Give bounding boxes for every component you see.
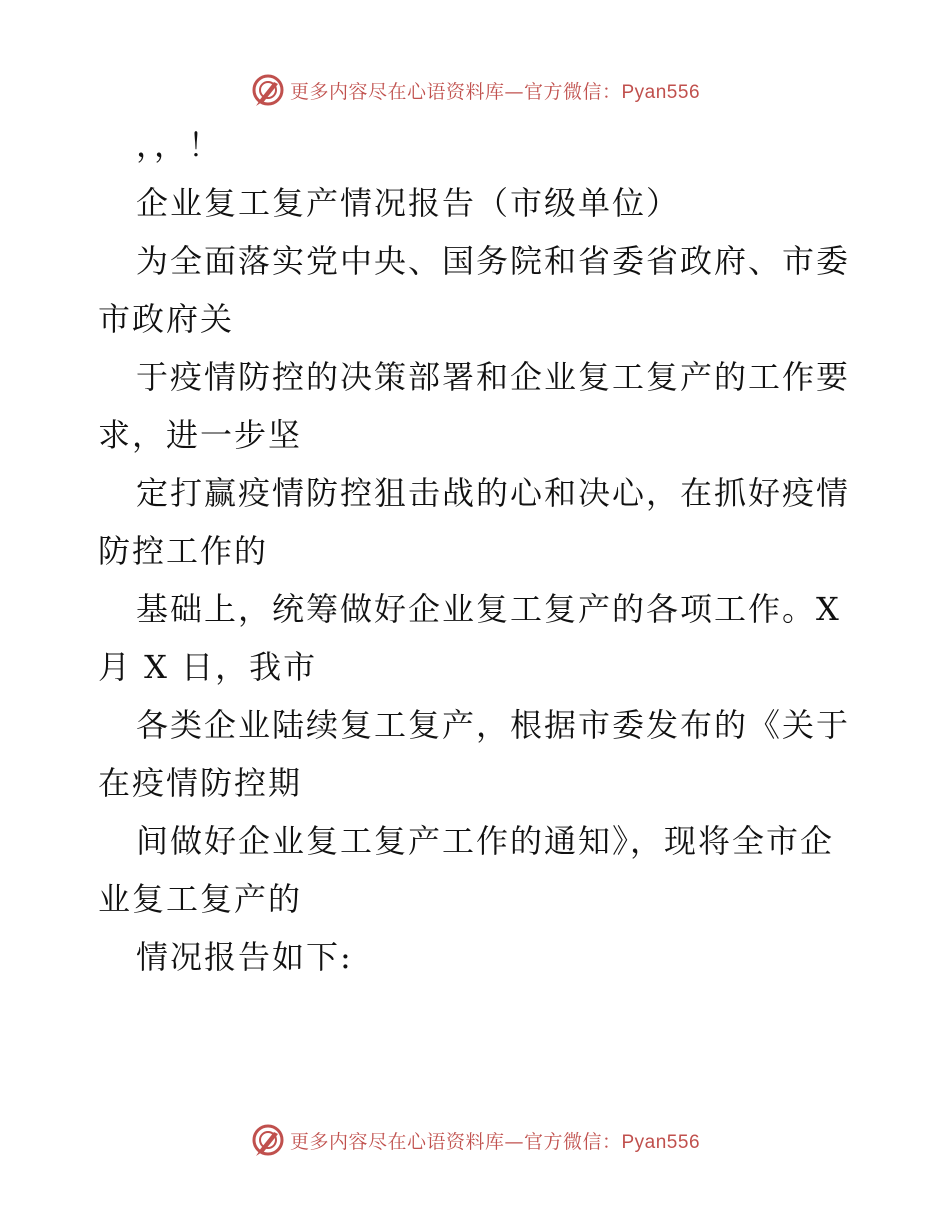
document-line: 定打赢疫情防控狙击战的心和决心，在抓好疫情 bbox=[136, 474, 851, 512]
document-line: 于疫情防控的决策部署和企业复工复产的工作要 bbox=[136, 358, 851, 396]
document-line: 月 X 日，我市 bbox=[98, 648, 318, 686]
watermark-sub-text: 官方微信： bbox=[523, 1130, 622, 1153]
watermark-id: Pyan556 bbox=[621, 81, 701, 103]
pen-logo-icon bbox=[250, 72, 286, 108]
document-line: 间做好企业复工复产工作的通知》，现将全市企 bbox=[136, 822, 835, 860]
document-line: 防控工作的 bbox=[98, 532, 269, 570]
watermark-main-text: 更多内容尽在心语资料库 bbox=[289, 80, 505, 103]
document-line: 基础上，统筹做好企业复工复产的各项工作。X bbox=[136, 590, 841, 628]
document-line: 为全面落实党中央、国务院和省委省政府、市委 bbox=[136, 242, 851, 280]
document-line: ，，！ bbox=[136, 126, 223, 164]
document-line: 情况报告如下: bbox=[136, 938, 353, 976]
document-line: 市政府关 bbox=[98, 300, 235, 338]
watermark-sub-text: 官方微信： bbox=[523, 80, 622, 103]
watermark-separator: — bbox=[504, 80, 524, 103]
pen-logo-icon bbox=[250, 1122, 286, 1158]
document-line: 各类企业陆续复工复产，根据市委发布的《关于 bbox=[136, 706, 851, 744]
document-line: 业复工复产的 bbox=[98, 880, 303, 918]
footer-watermark bbox=[0, 1120, 950, 1160]
document-line: 求，进一步坚 bbox=[98, 416, 303, 454]
watermark-separator: — bbox=[504, 1130, 524, 1153]
watermark-id: Pyan556 bbox=[621, 1131, 701, 1153]
watermark-text bbox=[290, 1127, 700, 1154]
header-watermark bbox=[0, 70, 950, 110]
watermark-text bbox=[290, 77, 700, 104]
watermark-main-text: 更多内容尽在心语资料库 bbox=[289, 1130, 505, 1153]
document-line: 在疫情防控期 bbox=[98, 764, 303, 802]
document-line: 企业复工复产情况报告（市级单位） bbox=[136, 184, 681, 222]
